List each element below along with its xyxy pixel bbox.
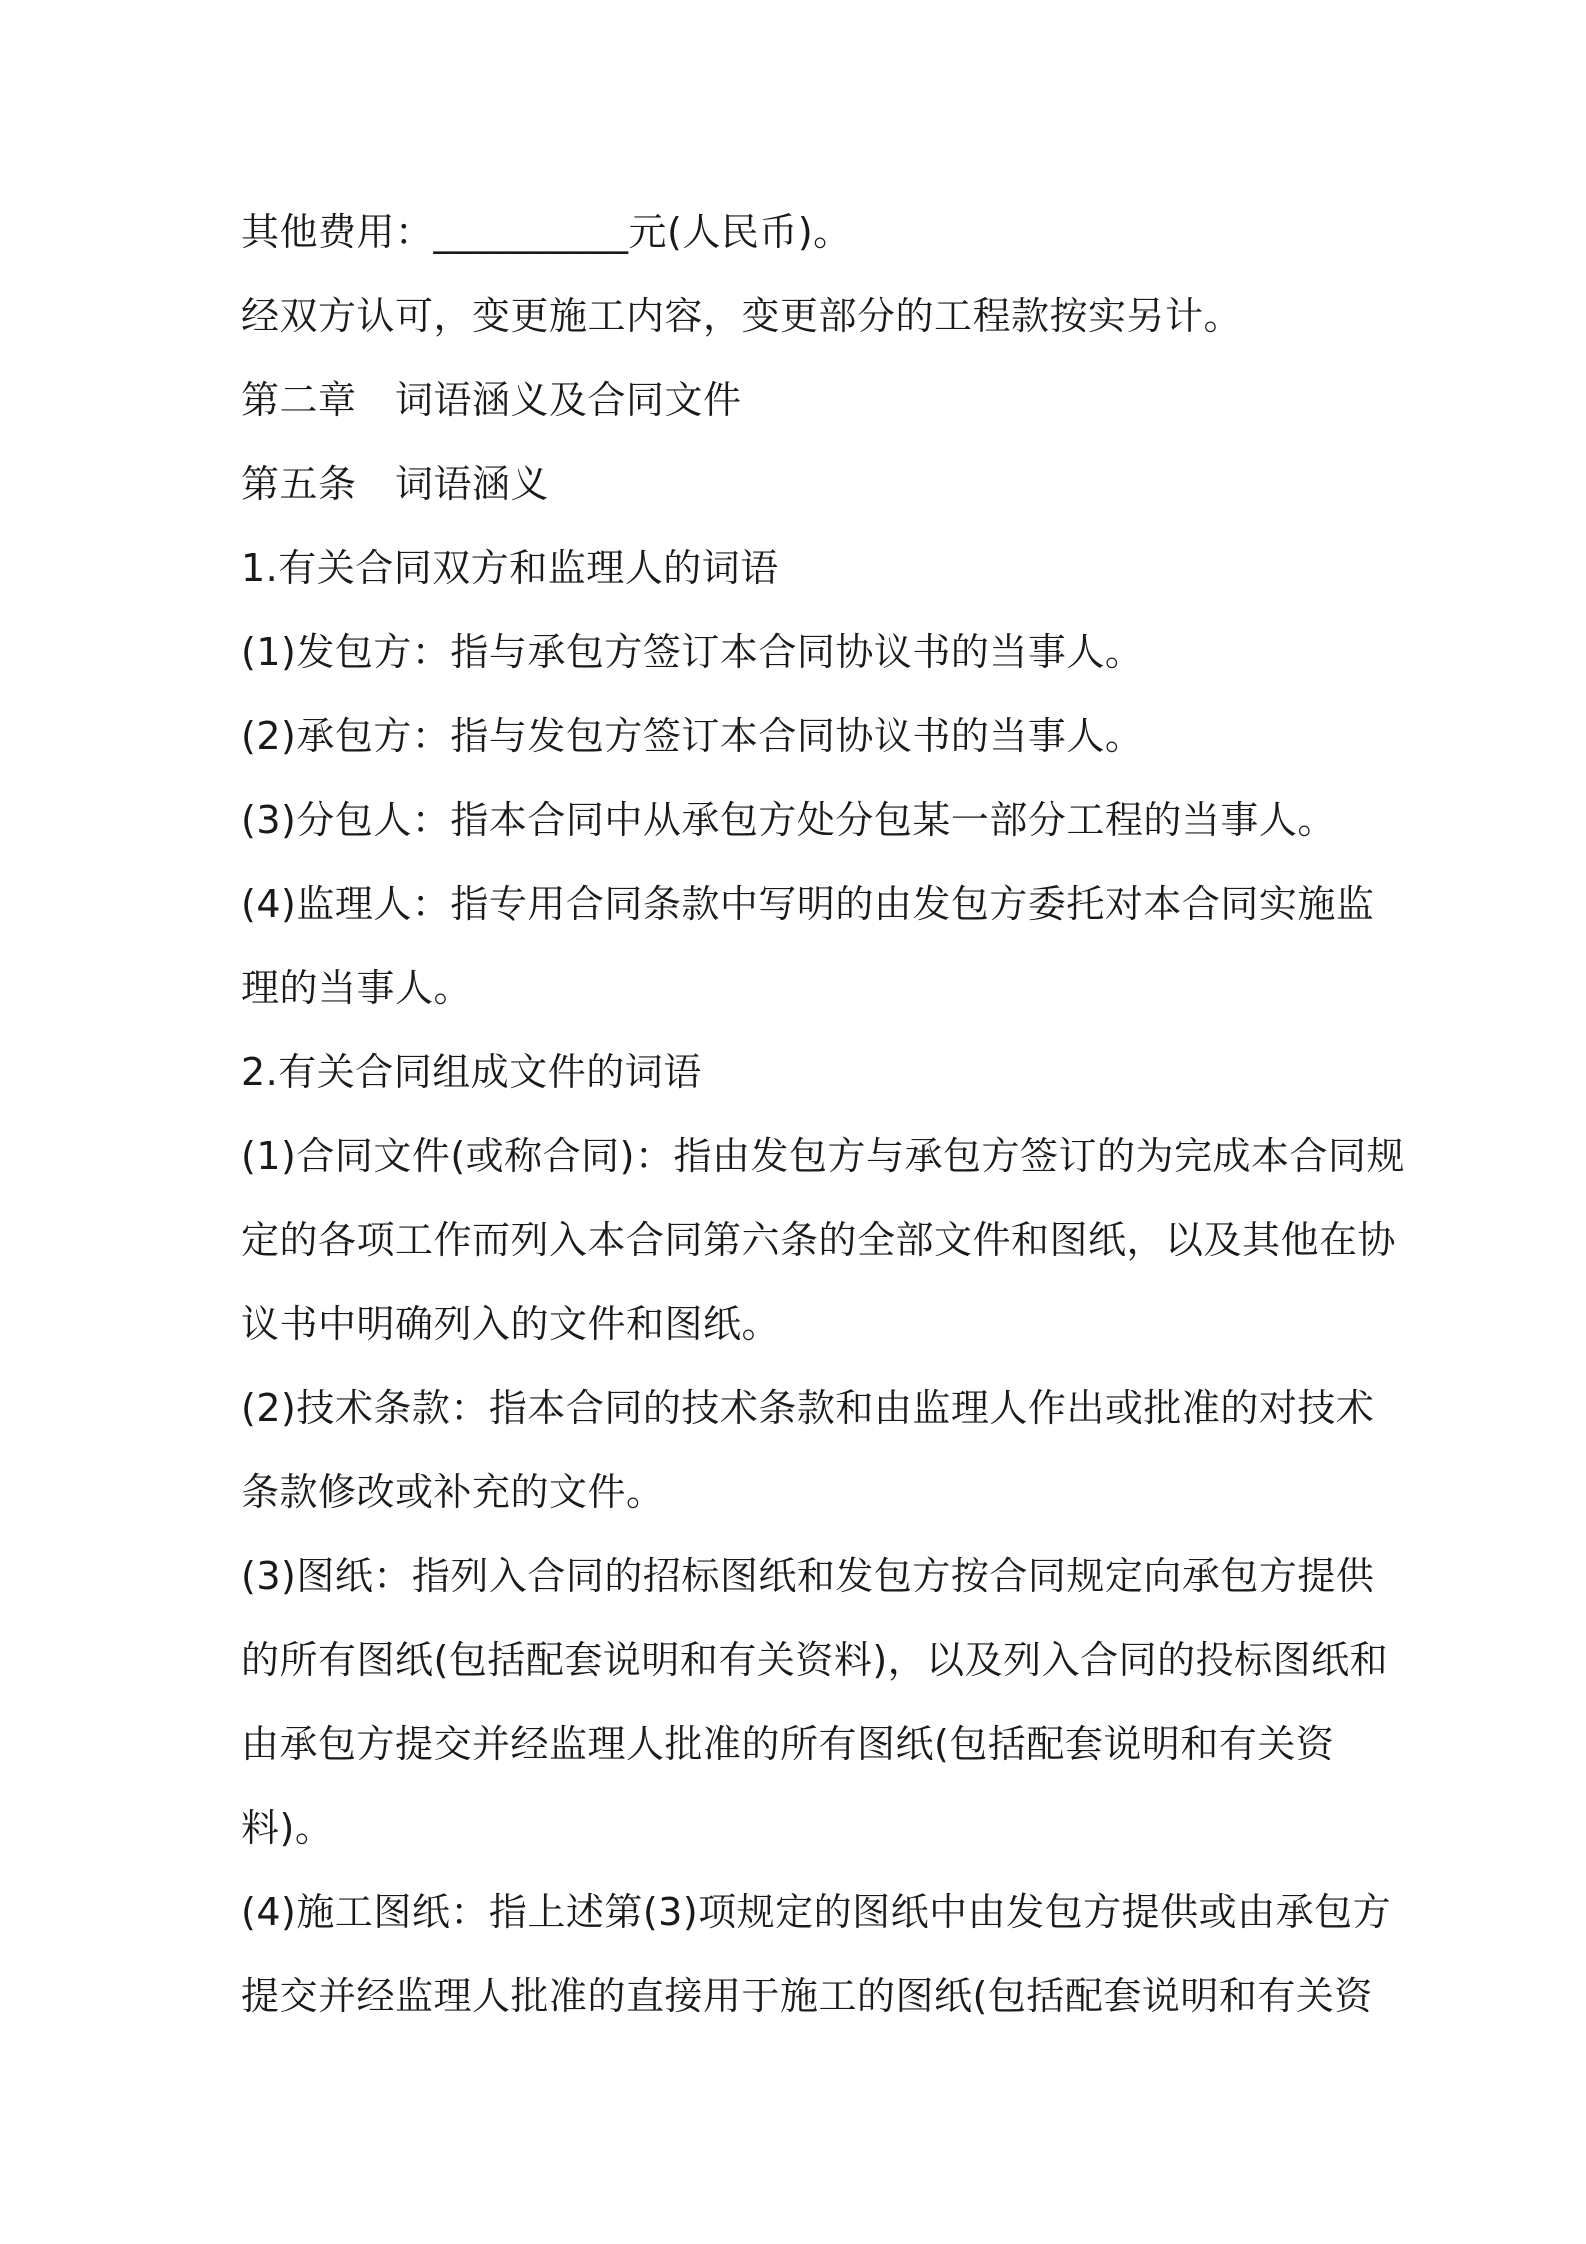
section-heading-documents: 2.有关合同组成文件的词语 xyxy=(241,1050,702,1094)
text-line-change-work: 经双方认可，变更施工内容，变更部分的工程款按实另计。 xyxy=(241,294,1243,338)
definition-technical-terms-line-2: 条款修改或补充的文件。 xyxy=(241,1470,665,1514)
definition-contractor: (2)承包方：指与发包方签订本合同协议书的当事人。 xyxy=(241,714,1144,758)
definition-construction-drawings-line-1: (4)施工图纸：指上述第(3)项规定的图纸中由发包方提供或由承包方 xyxy=(241,1890,1392,1934)
definition-drawings-line-2: 的所有图纸(包括配套说明和有关资料)，以及列入合同的投标图纸和 xyxy=(241,1638,1389,1682)
definition-employer: (1)发包方：指与承包方签订本合同协议书的当事人。 xyxy=(241,630,1144,674)
definition-supervisor-line-1: (4)监理人：指专用合同条款中写明的由发包方委托对本合同实施监 xyxy=(241,882,1375,926)
definition-drawings-line-4: 料)。 xyxy=(241,1806,334,1850)
text-line-other-fees: 其他费用：__________元(人民币)。 xyxy=(241,210,852,254)
definition-contract-docs-line-1: (1)合同文件(或称合同)：指由发包方与承包方签订的为完成本合同规 xyxy=(241,1134,1405,1178)
definition-supervisor-line-2: 理的当事人。 xyxy=(241,966,473,1010)
article-heading: 第五条 词语涵义 xyxy=(241,462,550,506)
definition-drawings-line-1: (3)图纸：指列入合同的招标图纸和发包方按合同规定向承包方提供 xyxy=(241,1554,1375,1598)
definition-drawings-line-3: 由承包方提交并经监理人批准的所有图纸(包括配套说明和有关资 xyxy=(241,1722,1335,1766)
definition-technical-terms-line-1: (2)技术条款：指本合同的技术条款和由监理人作出或批准的对技术 xyxy=(241,1386,1375,1430)
document-body xyxy=(241,190,1405,2038)
definition-contract-docs-line-2: 定的各项工作而列入本合同第六条的全部文件和图纸，以及其他在协 xyxy=(241,1218,1397,1262)
definition-contract-docs-line-3: 议书中明确列入的文件和图纸。 xyxy=(241,1302,781,1346)
section-heading-parties: 1.有关合同双方和监理人的词语 xyxy=(241,546,779,590)
definition-subcontractor: (3)分包人：指本合同中从承包方处分包某一部分工程的当事人。 xyxy=(241,798,1336,842)
chapter-heading: 第二章 词语涵义及合同文件 xyxy=(241,378,742,422)
definition-construction-drawings-line-2: 提交并经监理人批准的直接用于施工的图纸(包括配套说明和有关资 xyxy=(241,1974,1373,2018)
